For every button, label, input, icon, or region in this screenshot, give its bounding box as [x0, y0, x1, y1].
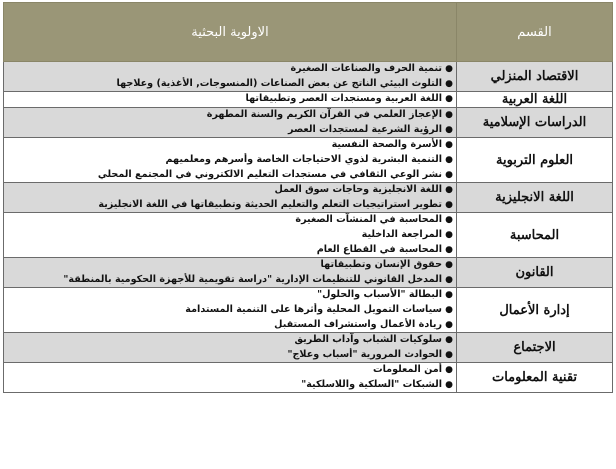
research-priorities-table	[3, 2, 613, 393]
priority-text: تنمية الحرف والصناعات الصغيرة	[290, 63, 442, 74]
list-item	[4, 363, 456, 378]
priority-text: التنمية البشرية لذوي الاحتياجات الخاصة وأسرهم ومعلميهم	[165, 153, 442, 165]
bullet-icon: ●	[445, 185, 453, 196]
bullet-icon: ●	[445, 349, 453, 360]
bullet-icon: ●	[445, 229, 453, 240]
list-item	[4, 183, 456, 198]
priority-cell	[4, 213, 457, 258]
department-name: إدارة الأعمال	[457, 288, 613, 333]
priority-text: سياسات التمويل المحلية وأثرها على التنمية المستدامة	[185, 303, 442, 315]
list-item	[4, 213, 456, 228]
priority-text: المحاسبة في المنشآت الصغيرة	[295, 214, 442, 226]
table-row	[4, 288, 613, 333]
priority-cell	[4, 138, 457, 183]
priority-text: سلوكيات الشباب وآداب الطريق	[294, 334, 442, 346]
bullet-icon: ●	[445, 64, 453, 74]
priority-text: ريادة الأعمال واستشراف المستقبل	[274, 318, 442, 330]
department-name: المحاسبة	[457, 213, 613, 258]
list-item	[4, 198, 456, 213]
list-item	[4, 303, 456, 318]
table-row	[4, 108, 613, 138]
priority-text: الإعجاز العلمي في القرآن الكريم والسنة المطهرة	[206, 109, 442, 121]
header-priority: الاولوية البحثية	[4, 3, 457, 62]
list-item	[4, 318, 456, 333]
list-item	[4, 138, 456, 153]
department-name: الاجتماع	[457, 333, 613, 363]
priority-text: الحوادث المرورية "أسباب وعلاج"	[287, 348, 442, 360]
priority-text: التلوث البيئي الناتج عن بعض الصناعات (المنسوجات, الأغذية) وعلاجها	[116, 77, 442, 89]
bullet-icon: ●	[445, 274, 453, 285]
bullet-icon: ●	[445, 260, 453, 271]
list-item	[4, 378, 456, 393]
priority-text: اللغة العربية ومستجدات العصر وتطبيقاتها	[245, 93, 442, 105]
department-name: اللغة الانجليزية	[457, 183, 613, 213]
priority-text: المدخل القانوني للتنظيمات الإدارية "دراسة تقويمية للأجهزة الحكومية بالمنطقة"	[63, 273, 442, 285]
bullet-icon: ●	[445, 379, 453, 390]
priority-text: تطوير استراتيجيات التعلم والتعليم الحديثة وتطبيقاتها في اللغة الانجليزية	[98, 198, 442, 210]
priority-text: المحاسبة في القطاع العام	[316, 243, 442, 255]
priority-cell	[4, 92, 457, 108]
bullet-icon: ●	[445, 335, 453, 346]
bullet-icon: ●	[445, 244, 453, 255]
list-item	[4, 228, 456, 243]
bullet-icon: ●	[445, 110, 453, 121]
bullet-icon: ●	[445, 365, 453, 376]
priority-text: الأسرة والصحة النفسية	[331, 139, 442, 151]
priority-cell	[4, 183, 457, 213]
bullet-icon: ●	[445, 78, 453, 89]
bullet-icon: ●	[445, 215, 453, 226]
list-item	[4, 333, 456, 348]
list-item	[4, 273, 456, 288]
table-row	[4, 363, 613, 393]
bullet-icon: ●	[445, 319, 453, 330]
list-item	[4, 108, 456, 123]
department-name: القانون	[457, 258, 613, 288]
priority-text: أمن المعلومات	[372, 364, 442, 376]
priority-cell	[4, 62, 457, 92]
list-item	[4, 348, 456, 363]
table-row	[4, 138, 613, 183]
table-body	[4, 62, 613, 393]
department-name: الاقتصاد المنزلي	[457, 62, 613, 92]
priority-cell	[4, 108, 457, 138]
department-name: العلوم التربوية	[457, 138, 613, 183]
bullet-icon: ●	[445, 290, 453, 301]
bullet-icon: ●	[445, 199, 453, 210]
bullet-icon: ●	[445, 94, 453, 105]
priorities-document	[3, 2, 613, 393]
list-item	[4, 243, 456, 258]
priority-text: اللغة الانجليزية وحاجات سوق العمل	[274, 184, 442, 196]
priority-text: الرؤية الشرعية لمستجدات العصر	[288, 123, 442, 135]
priority-text: البطالة "الأسباب والحلول"	[317, 289, 442, 301]
header-department: القسم	[457, 3, 613, 62]
list-item	[4, 123, 456, 138]
table-row	[4, 62, 613, 92]
priority-text: حقوق الإنسان وتطبيقاتها	[320, 259, 442, 271]
table-header-row	[4, 3, 613, 62]
priority-cell	[4, 258, 457, 288]
priority-cell	[4, 288, 457, 333]
department-name: الدراسات الإسلامية	[457, 108, 613, 138]
bullet-icon: ●	[445, 154, 453, 165]
table-row	[4, 213, 613, 258]
department-name: اللغة العربية	[457, 92, 613, 108]
table-row	[4, 258, 613, 288]
list-item	[4, 62, 456, 77]
priority-text: الشبكات "السلكية واللاسلكية"	[301, 378, 442, 390]
priority-text: نشر الوعي الثقافي في مستجدات التعليم الالكتروني في المجتمع المحلي	[97, 168, 442, 180]
bullet-icon: ●	[445, 140, 453, 151]
department-name: تقنية المعلومات	[457, 363, 613, 393]
list-item	[4, 288, 456, 303]
list-item	[4, 153, 456, 168]
bullet-icon: ●	[445, 169, 453, 180]
priority-cell	[4, 333, 457, 363]
table-row	[4, 92, 613, 108]
list-item	[4, 77, 456, 92]
list-item	[4, 92, 456, 107]
priority-cell	[4, 363, 457, 393]
list-item	[4, 168, 456, 183]
priority-text: المراجعة الداخلية	[361, 228, 442, 240]
table-row	[4, 333, 613, 363]
bullet-icon: ●	[445, 124, 453, 135]
list-item	[4, 258, 456, 273]
table-row	[4, 183, 613, 213]
bullet-icon: ●	[445, 304, 453, 315]
